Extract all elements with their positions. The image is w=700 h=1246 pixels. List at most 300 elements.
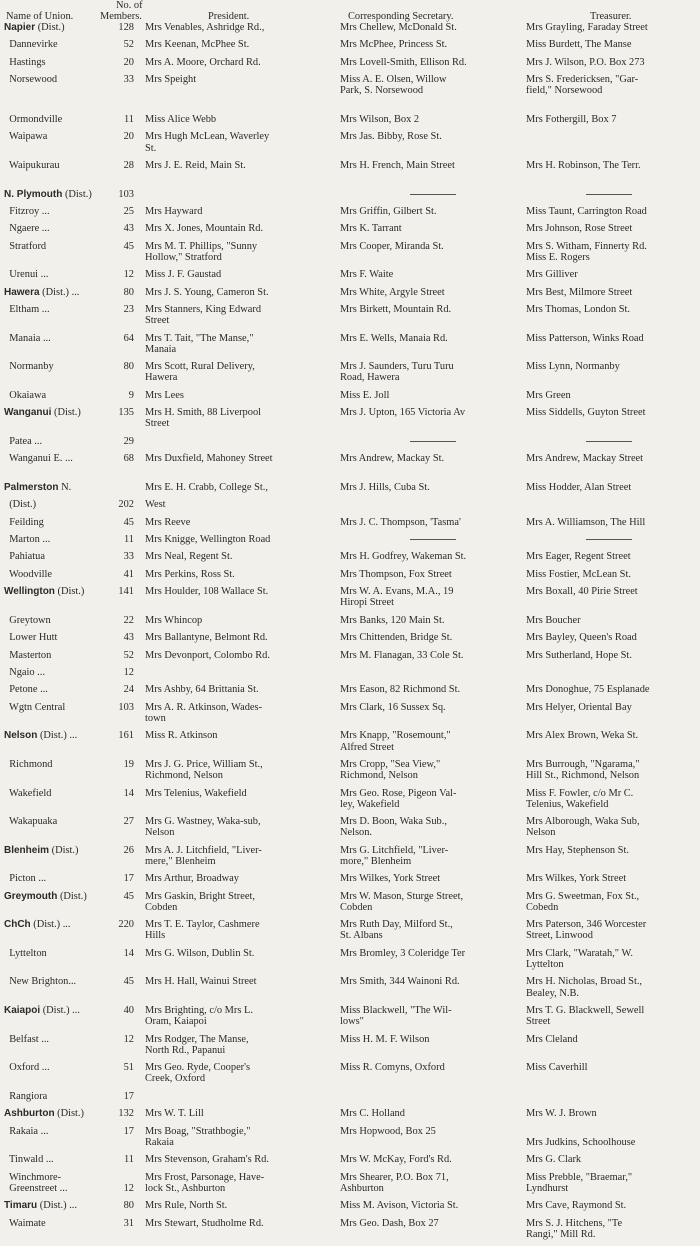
treasurer-cell: Mrs W. J. Brown (526, 1108, 597, 1120)
secretary-cell: Mrs Chittenden, Bridge St. (340, 632, 453, 644)
treasurer-cell: Mrs Grayling, Faraday Street (526, 22, 648, 33)
union-district-suffix: (Dist.) ... (30, 919, 71, 931)
secretary-cell: Mrs W. A. Evans, M.A., 19 Hiropi Street (340, 586, 454, 609)
secretary-cell: Mrs White, Argyle Street (340, 286, 445, 298)
table-row (0, 919, 700, 948)
union-name-text: Lyttelton (4, 947, 47, 959)
union-table (0, 22, 700, 1246)
secretary-cell: Mrs Banks, 120 Main St. (340, 614, 445, 626)
treasurer-cell: Mrs G. Sweetman, Fox St., Cobedn (526, 890, 640, 913)
treasurer-cell: Miss Prebble, "Braemar," Lyndhurst (526, 1171, 633, 1194)
member-count: 141 (118, 586, 134, 598)
union-name (4, 241, 110, 252)
member-count: 202 (118, 499, 134, 511)
member-count: 64 (123, 332, 134, 344)
treasurer-cell: Mrs Donoghue, 75 Esplanade (526, 684, 650, 696)
secretary-cell: Mrs Lovell-Smith, Ellison Rd. (340, 56, 467, 68)
secretary-cell: Mrs Geo. Dash, Box 27 (340, 1217, 439, 1229)
member-count: 11 (123, 534, 134, 546)
president-cell: Mrs E. H. Crabb, College St., (145, 481, 268, 493)
treasurer-cell: Mrs Burrough, "Ngarama," Hill St., Richmond, Nelson (526, 758, 640, 782)
treasurer-cell: Miss Taunt, Carrington Road (526, 205, 647, 217)
secretary-cell: Mrs Shearer, P.O. Box 71, Ashburton (340, 1171, 449, 1194)
union-district-suffix: N. (58, 481, 72, 493)
union-name-text: Greytown (4, 614, 51, 626)
president-cell: Mrs Brighting, c/o Mrs L. Oram, Kaiapoi (145, 1005, 253, 1028)
union-name-text: Picton ... (4, 873, 47, 885)
treasurer-cell: Mrs Helyer, Oriental Bay (526, 701, 632, 713)
union-name-text: Belfast ... (4, 1033, 50, 1045)
table-row (0, 57, 700, 74)
president-cell: Mrs Rodger, The Manse, North Rd., Papanui (145, 1033, 249, 1056)
table-row (0, 390, 700, 407)
treasurer-cell: Mrs Fothergill, Box 7 (526, 113, 617, 125)
treasurer-cell: Mrs H. Nicholas, Broad St., Bealey, N.B. (526, 976, 643, 999)
table-row (0, 189, 700, 206)
table-row (0, 333, 700, 362)
treasurer-cell: Mrs Alex Brown, Weka St. (526, 730, 639, 742)
member-count: 14 (123, 947, 134, 959)
member-count: 20 (123, 56, 134, 68)
header-num-line1: No. of (116, 0, 143, 11)
president-cell: Mrs Arthur, Broadway (145, 873, 239, 885)
president-cell: Mrs Keenan, McPhee St. (145, 39, 250, 51)
president-cell: Mrs J. G. Price, William St., Richmond, Nelson (145, 758, 263, 782)
union-name-text: Waipukurau (4, 159, 60, 171)
secretary-cell: Mrs Jas. Bibby, Rose St. (340, 131, 442, 143)
table-row (0, 160, 700, 189)
treasurer-cell (526, 436, 700, 447)
table-row (0, 1218, 700, 1246)
union-name-text: Napier (4, 22, 36, 33)
treasurer-cell: Miss Patterson, Winks Road (526, 332, 644, 344)
treasurer-cell: Mrs Boxall, 40 Pirie Street (526, 586, 638, 598)
president-cell: Mrs H. Smith, 88 Liverpool Street (145, 407, 262, 430)
union-district-suffix: (Dist.) (57, 890, 87, 902)
member-count: 80 (123, 361, 134, 373)
member-count: 24 (123, 684, 134, 696)
table-row (0, 1091, 700, 1108)
table-row (0, 131, 700, 160)
secretary-cell: Mrs W. McKay, Ford's Rd. (340, 1154, 452, 1166)
union-name-text: Dannevirke (4, 39, 58, 51)
secretary-cell: Mrs Eason, 82 Richmond St. (340, 684, 461, 696)
union-name-text: Ashburton (4, 1108, 55, 1120)
member-count: 12 (123, 666, 134, 678)
table-row (0, 551, 700, 568)
union-name (4, 976, 110, 987)
header-union: Name of Union. (6, 11, 74, 22)
divider-line (410, 539, 456, 540)
president-cell: Mrs Geo. Ryde, Cooper's Creek, Oxford (145, 1062, 251, 1085)
president-cell: Mrs Devonport, Colombo Rd. (145, 649, 270, 661)
union-name-text: Tinwald ... (4, 1154, 54, 1166)
treasurer-cell: Mrs S. Fredericksen, "Gar- field," Norsewood (526, 74, 639, 97)
union-name (4, 1200, 110, 1211)
member-count: 80 (123, 286, 134, 298)
treasurer-cell: Mrs Paterson, 346 Worcester Street, Linwood (526, 919, 647, 942)
union-name (4, 816, 110, 827)
table-row (0, 816, 700, 845)
secretary-cell: Mrs Andrew, Mackay St. (340, 453, 445, 465)
member-count: 52 (123, 39, 134, 51)
union-name (4, 1172, 110, 1194)
header-secretary: Corresponding Secretary. (348, 11, 454, 22)
union-name-text: New Brighton... (4, 976, 77, 988)
president-cell: Mrs A. J. Litchfield, "Liver- mere," Blenheim (145, 844, 262, 867)
table-row (0, 730, 700, 759)
union-name (4, 361, 110, 372)
secretary-cell: Mrs Cropp, "Sea View," Richmond, Nelson (340, 758, 441, 782)
president-cell: Mrs Knigge, Wellington Road (145, 534, 271, 546)
member-count: 17 (123, 1090, 134, 1102)
union-name (4, 845, 110, 856)
union-district-suffix: (Dist.) ... (37, 1200, 77, 1212)
union-district-suffix: (Dist.) (35, 22, 65, 33)
table-row (0, 873, 700, 890)
union-name-text: (Dist.) (4, 499, 37, 511)
union-name (4, 436, 110, 447)
treasurer-cell: Miss Siddells, Guyton Street (526, 407, 646, 419)
divider-line (410, 441, 456, 442)
member-count: 22 (123, 614, 134, 626)
table-row (0, 759, 700, 788)
treasurer-cell: Mrs Eager, Regent Street (526, 551, 631, 563)
table-row (0, 114, 700, 131)
member-count: 9 (128, 389, 134, 401)
table-row (0, 1062, 700, 1091)
member-count: 43 (123, 632, 134, 644)
union-name-text: Palmerston (4, 481, 59, 493)
union-name-text: Wakefield (4, 787, 52, 799)
member-count: 25 (123, 205, 134, 217)
treasurer-cell: Mrs Thomas, London St. (526, 304, 631, 316)
president-cell: West (145, 499, 166, 511)
president-cell: Mrs H. Hall, Wainui Street (145, 976, 257, 988)
union-name (4, 269, 110, 280)
table-row (0, 1200, 700, 1217)
treasurer-cell: Mrs T. G. Blackwell, Sewell Street (526, 1005, 645, 1028)
treasurer-cell: Mrs Green (526, 389, 571, 401)
union-name (4, 189, 110, 200)
president-cell: Miss J. F. Gaustad (145, 269, 222, 281)
divider-line (410, 194, 456, 195)
member-count: 11 (123, 1154, 134, 1166)
secretary-cell: Mrs Smith, 344 Wainoni Rd. (340, 976, 460, 988)
union-name (4, 948, 110, 959)
union-name-text: Winchmore- Greenstreet ... (9, 1171, 68, 1194)
president-cell: Mrs Venables, Ashridge Rd., (145, 22, 265, 33)
union-name (4, 206, 110, 217)
president-cell: Mrs Ballantyne, Belmont Rd. (145, 632, 268, 644)
union-name (4, 702, 110, 713)
treasurer-cell: Mrs Judkins, Schoolhouse (526, 1136, 636, 1148)
secretary-cell: Mrs Hopwood, Box 25 (340, 1125, 436, 1137)
treasurer-cell: Mrs G. Clark (526, 1154, 582, 1166)
treasurer-cell: Miss Hodder, Alan Street (526, 481, 632, 493)
union-name (4, 534, 110, 545)
table-row (0, 304, 700, 333)
union-name-text: Marton ... (4, 534, 51, 546)
secretary-cell: Miss A. E. Olsen, Willow Park, S. Norsewood (340, 74, 447, 97)
union-name-text: Rangiora (4, 1090, 48, 1102)
table-row (0, 499, 700, 516)
member-count: 27 (123, 816, 134, 828)
table-row (0, 361, 700, 390)
secretary-cell: Mrs Cooper, Miranda St. (340, 240, 444, 252)
secretary-cell: Mrs Thompson, Fox Street (340, 568, 452, 580)
union-name (4, 517, 110, 528)
table-row (0, 39, 700, 56)
table-row (0, 891, 700, 920)
secretary-cell: Miss H. M. F. Wilson (340, 1033, 430, 1045)
table-row (0, 702, 700, 731)
president-cell: Mrs T. E. Taylor, Cashmere Hills (145, 919, 260, 942)
president-cell: Mrs Hayward (145, 205, 203, 217)
union-name (4, 1218, 110, 1229)
union-name (4, 1091, 110, 1102)
union-name-text: Kaiapoi (4, 1005, 41, 1017)
union-name-text: Rakaia ... (4, 1125, 49, 1137)
table-row (0, 615, 700, 632)
union-name-text: Fitzroy ... (4, 205, 50, 217)
member-count: 11 (123, 113, 134, 125)
table-row (0, 517, 700, 534)
treasurer-cell: Mrs Hay, Stephenson St. (526, 844, 629, 856)
treasurer-cell (526, 534, 700, 545)
union-name-text: Timaru (4, 1200, 38, 1212)
union-name (4, 74, 110, 85)
president-cell: Mrs G. Wastney, Waka-sub, Nelson (145, 816, 261, 839)
treasurer-cell: Mrs Boucher (526, 614, 581, 626)
secretary-cell: Mrs Chellew, McDonald St. (340, 22, 457, 33)
union-name (4, 287, 110, 298)
secretary-cell: Mrs W. Mason, Sturge Street, Cobden (340, 890, 464, 913)
union-name-text: Wellington (4, 586, 55, 598)
union-district-suffix: (Dist.) (49, 844, 79, 856)
union-name (4, 223, 110, 234)
member-count: 51 (123, 1062, 134, 1074)
treasurer-cell: Mrs Wilkes, York Street (526, 873, 627, 885)
table-row (0, 223, 700, 240)
header-num-line2: Members. (100, 11, 142, 22)
member-count: 33 (123, 551, 134, 563)
president-cell: Mrs G. Wilson, Dublin St. (145, 947, 255, 959)
union-name-text: Wakapuaka (4, 816, 58, 828)
table-row (0, 948, 700, 977)
union-name-text: Wgtn Central (4, 701, 66, 713)
member-count: 68 (123, 453, 134, 465)
union-name-text: Richmond (4, 758, 53, 770)
secretary-cell: Mrs Ruth Day, Milford St., St. Albans (340, 919, 453, 942)
union-name-text: Ngaere ... (4, 223, 50, 235)
president-cell: Mrs Neal, Regent St. (145, 551, 233, 563)
table-row (0, 1154, 700, 1171)
table-row (0, 632, 700, 649)
secretary-cell: Mrs H. Godfrey, Wakeman St. (340, 551, 467, 563)
president-cell: Mrs X. Jones, Mountain Rd. (145, 223, 264, 235)
member-count: 33 (123, 74, 134, 86)
member-count: 41 (123, 568, 134, 580)
union-name (4, 453, 110, 464)
union-name-text: Hawera (4, 286, 40, 298)
table-row (0, 436, 700, 453)
secretary-cell: Miss E. Joll (340, 389, 390, 401)
secretary-cell: Mrs D. Boon, Waka Sub., Nelson. (340, 816, 447, 839)
union-name-text: Lower Hutt (4, 632, 58, 644)
member-count: 12 (123, 1182, 134, 1194)
union-name-text: Wanganui (4, 407, 52, 419)
member-count: 12 (123, 1033, 134, 1045)
secretary-cell: Miss R. Comyns, Oxford (340, 1062, 445, 1074)
member-count: 43 (123, 223, 134, 235)
president-cell: Mrs Hugh McLean, Waverley St. (145, 131, 270, 154)
treasurer-cell: Mrs Sutherland, Hope St. (526, 649, 632, 661)
secretary-cell: Mrs J. Hills, Cuba St. (340, 481, 430, 493)
union-name-text: Woodville (4, 568, 53, 580)
president-cell: Mrs Speight (145, 74, 197, 86)
table-row (0, 1108, 700, 1125)
union-name (4, 615, 110, 626)
member-count: 31 (123, 1217, 134, 1229)
union-district-suffix: (Dist.) (51, 407, 81, 419)
president-cell: Mrs Stewart, Studholme Rd. (145, 1217, 264, 1229)
member-count: 19 (123, 758, 134, 770)
president-cell: Mrs Stevenson, Graham's Rd. (145, 1154, 269, 1166)
treasurer-cell: Miss Burdett, The Manse (526, 39, 632, 51)
treasurer-cell: Mrs A. Williamson, The Hill (526, 516, 646, 528)
union-name (4, 57, 110, 68)
union-name (4, 407, 110, 418)
treasurer-cell: Mrs Bayley, Queen's Road (526, 632, 637, 644)
union-name-text: Ngaio ... (4, 666, 45, 678)
table-row (0, 22, 700, 39)
union-name-text: Petone ... (4, 684, 48, 696)
union-name (4, 551, 110, 562)
union-name-text: Okaiawa (4, 389, 47, 401)
table-row (0, 667, 700, 684)
president-cell: Mrs Telenius, Wakefield (145, 787, 247, 799)
president-cell: Mrs Lees (145, 389, 184, 401)
secretary-cell: Mrs Wilkes, York Street (340, 873, 441, 885)
president-cell: Mrs T. Tait, "The Manse," Manaia (145, 332, 254, 355)
member-count: 17 (123, 873, 134, 885)
member-count: 14 (123, 787, 134, 799)
union-district-suffix: (Dist.) (62, 188, 92, 200)
member-count: 26 (123, 844, 134, 856)
union-name (4, 499, 110, 510)
secretary-cell: Miss Blackwell, "The Wil- lows" (340, 1005, 452, 1028)
table-row (0, 845, 700, 874)
president-cell: Mrs J. E. Reid, Main St. (145, 159, 246, 171)
table-row (0, 407, 700, 436)
treasurer-cell: Mrs Cave, Raymond St. (526, 1200, 627, 1212)
divider-line (586, 194, 632, 195)
treasurer-cell: Miss Fostier, McLean St. (526, 568, 631, 580)
president-cell: Mrs Rule, North St. (145, 1200, 228, 1212)
table-row (0, 269, 700, 286)
table-row (0, 206, 700, 223)
president-cell: Mrs Houlder, 108 Wallace St. (145, 586, 269, 598)
union-name (4, 1154, 110, 1165)
treasurer-cell: Mrs Clark, "Waratah," W. Lyttelton (526, 947, 633, 971)
union-name (4, 788, 110, 799)
treasurer-cell: Mrs Cleland (526, 1033, 578, 1045)
president-cell: Mrs Duxfield, Mahoney Street (145, 453, 273, 465)
president-cell: Mrs J. S. Young, Cameron St. (145, 286, 269, 298)
union-name (4, 1005, 110, 1016)
secretary-cell: Mrs C. Holland (340, 1108, 405, 1120)
table-header (0, 0, 700, 22)
union-name-text: ChCh (4, 919, 31, 931)
divider-line (586, 441, 632, 442)
president-cell: Mrs W. T. Lill (145, 1108, 204, 1120)
union-name (4, 891, 110, 902)
union-name (4, 759, 110, 770)
president-cell: Mrs Whincop (145, 614, 203, 626)
union-name-text: Patea ... (4, 435, 43, 447)
treasurer-cell: Mrs H. Robinson, The Terr. (526, 159, 641, 171)
union-name (4, 114, 110, 125)
table-row (0, 453, 700, 482)
member-count: 128 (118, 22, 134, 33)
union-name (4, 131, 110, 142)
union-name (4, 919, 110, 930)
secretary-cell: Miss M. Avison, Victoria St. (340, 1200, 459, 1212)
union-name-text: Eltham ... (4, 304, 50, 316)
president-cell: Mrs Stanners, King Edward Street (145, 304, 262, 327)
union-name-text: Hastings (4, 56, 46, 68)
union-name (4, 1126, 110, 1137)
union-name-text: Nelson (4, 730, 38, 742)
president-cell: Mrs M. T. Phillips, "Sunny Hollow," Stratford (145, 240, 258, 263)
secretary-cell: Mrs M. Flanagan, 33 Cole St. (340, 649, 464, 661)
union-name (4, 730, 110, 741)
member-count: 28 (123, 159, 134, 171)
president-cell: Miss Alice Webb (145, 113, 217, 125)
secretary-cell: Mrs J. Saunders, Turu Turu Road, Hawera (340, 361, 454, 384)
union-name-text: Urenui ... (4, 269, 49, 281)
member-count: 103 (118, 701, 134, 713)
union-name (4, 39, 110, 50)
president-cell: Mrs Ashby, 64 Brittania St. (145, 684, 259, 696)
secretary-cell: Mrs Birkett, Mountain Rd. (340, 304, 452, 316)
president-cell: Mrs Frost, Parsonage, Have- lock St., Ashburton (145, 1171, 265, 1194)
table-row (0, 976, 700, 1005)
table-row (0, 1172, 700, 1201)
member-count: 220 (118, 919, 134, 931)
table-row (0, 287, 700, 304)
union-name (4, 632, 110, 643)
treasurer-cell: Mrs S. Witham, Finnerty Rd. Miss E. Rogers (526, 240, 647, 263)
union-name-text: Ormondville (4, 113, 63, 125)
union-name (4, 1062, 110, 1073)
table-row (0, 482, 700, 499)
treasurer-cell (526, 189, 700, 200)
union-name (4, 1108, 110, 1119)
union-name-text: Norsewood (4, 74, 58, 86)
union-name (4, 650, 110, 661)
union-name (4, 390, 110, 401)
union-name-text: Wanganui E. ... (4, 453, 73, 465)
table-row (0, 586, 700, 615)
union-name (4, 333, 110, 344)
member-count: 20 (123, 131, 134, 143)
member-count: 17 (123, 1125, 134, 1137)
union-name-text: Manaia ... (4, 332, 51, 344)
union-district-suffix: (Dist.) ... (39, 286, 80, 298)
president-cell: Mrs A. Moore, Orchard Rd. (145, 56, 261, 68)
